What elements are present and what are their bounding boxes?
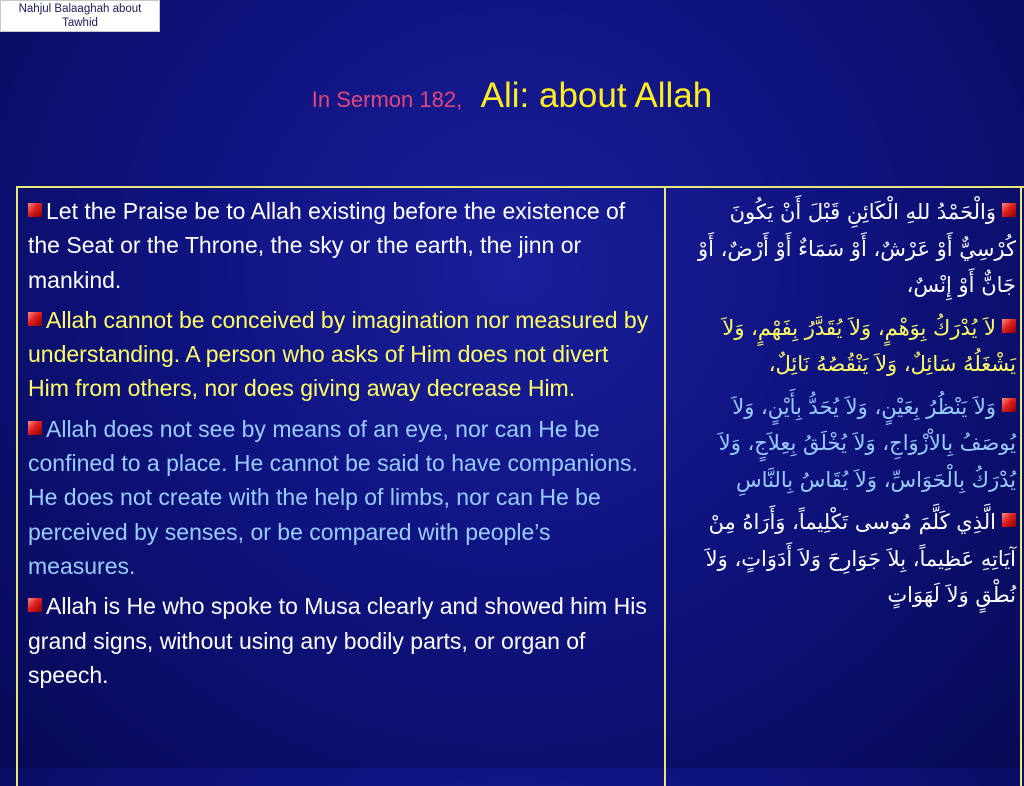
english-paragraph: Let the Praise be to Allah existing before the existence of the Seat or the Throne, the sky or the earth, the jinn or mankind. bbox=[28, 198, 626, 293]
arabic-paragraph: وَلاَ يَنْظُرُ بِعَيْنٍ، وَلاَ يُحَدُّ بِأَيْنٍ، وَلاَ يُوصَفُ بِالاْزْوَاجِ، وَلاَ يُخْلَقُ بِعِلاَجٍ، وَلاَ يُدْرَكُ بِالْحَوَاسِّ، وَلاَ يُقَاسُ بِالنَّاسِ bbox=[718, 394, 1016, 492]
arabic-column bbox=[676, 194, 1016, 620]
bullet-icon bbox=[1002, 319, 1016, 333]
english-paragraph: Allah cannot be conceived by imagination nor measured by understanding. A person who asks of Him does not divert Him from others, nor does giving away decrease Him. bbox=[28, 306, 649, 402]
slide-title bbox=[0, 76, 1024, 116]
bullet-icon bbox=[28, 421, 42, 435]
bullet-icon bbox=[28, 598, 42, 612]
bullet-icon bbox=[1002, 203, 1016, 217]
arabic-paragraph: وَالْحَمْدُ للهِ الْكَائِنِ قَبْلَ أَنْ يَكُونَ كُرْسِيٌّ أَوْ عَرْشٌ، أَوْ سَمَاءٌ أَوْ أَرْضٌ، أَوْ جَانٌّ أَوْ إِنْسٌ، bbox=[698, 200, 1016, 297]
title-prefix: In Sermon 182, bbox=[311, 87, 463, 112]
bullet-icon bbox=[28, 312, 42, 326]
english-paragraph: Allah is He who spoke to Musa clearly and showed him His grand signs, without using any bodily parts, or organ of speech. bbox=[28, 593, 647, 688]
arabic-paragraph: لاَ يُدْرَكُ بِوَهْمٍ، وَلاَ يُقَدَّرُ بِفَهْمٍ، وَلاَ يَشْغَلُهُ سَائِلٌ، وَلاَ يَنْقُصُهُ نَائِلٌ، bbox=[722, 315, 1016, 376]
arabic-paragraph: الَّذِي كَلَّمَ مُوسى تَكْلِيماً، وَأَرَاهُ مِنْ آيَاتِهِ عَظِيماً، بِلاَ جَوَارِحَ وَلاَ أَدَوَاتٍ، وَلاَ نُطْقٍ وَلاَ لَهَوَاتٍ bbox=[705, 510, 1016, 607]
bullet-icon bbox=[28, 203, 42, 217]
column-divider bbox=[664, 186, 666, 786]
title-main: Ali: about Allah bbox=[480, 76, 713, 115]
english-paragraph: Allah does not see by means of an eye, nor can He be confined to a place. He cannot be said to have companions. He does not create with the help of limbs, nor can He be perceived by senses, or be compared with people’s measures. bbox=[28, 415, 638, 579]
table-right-border bbox=[1020, 186, 1022, 786]
bullet-icon bbox=[1002, 513, 1016, 527]
slide-topic-tag: Nahjul Balaaghah about Tawhid bbox=[0, 0, 160, 32]
english-column bbox=[28, 194, 654, 698]
bullet-icon bbox=[1002, 398, 1016, 412]
